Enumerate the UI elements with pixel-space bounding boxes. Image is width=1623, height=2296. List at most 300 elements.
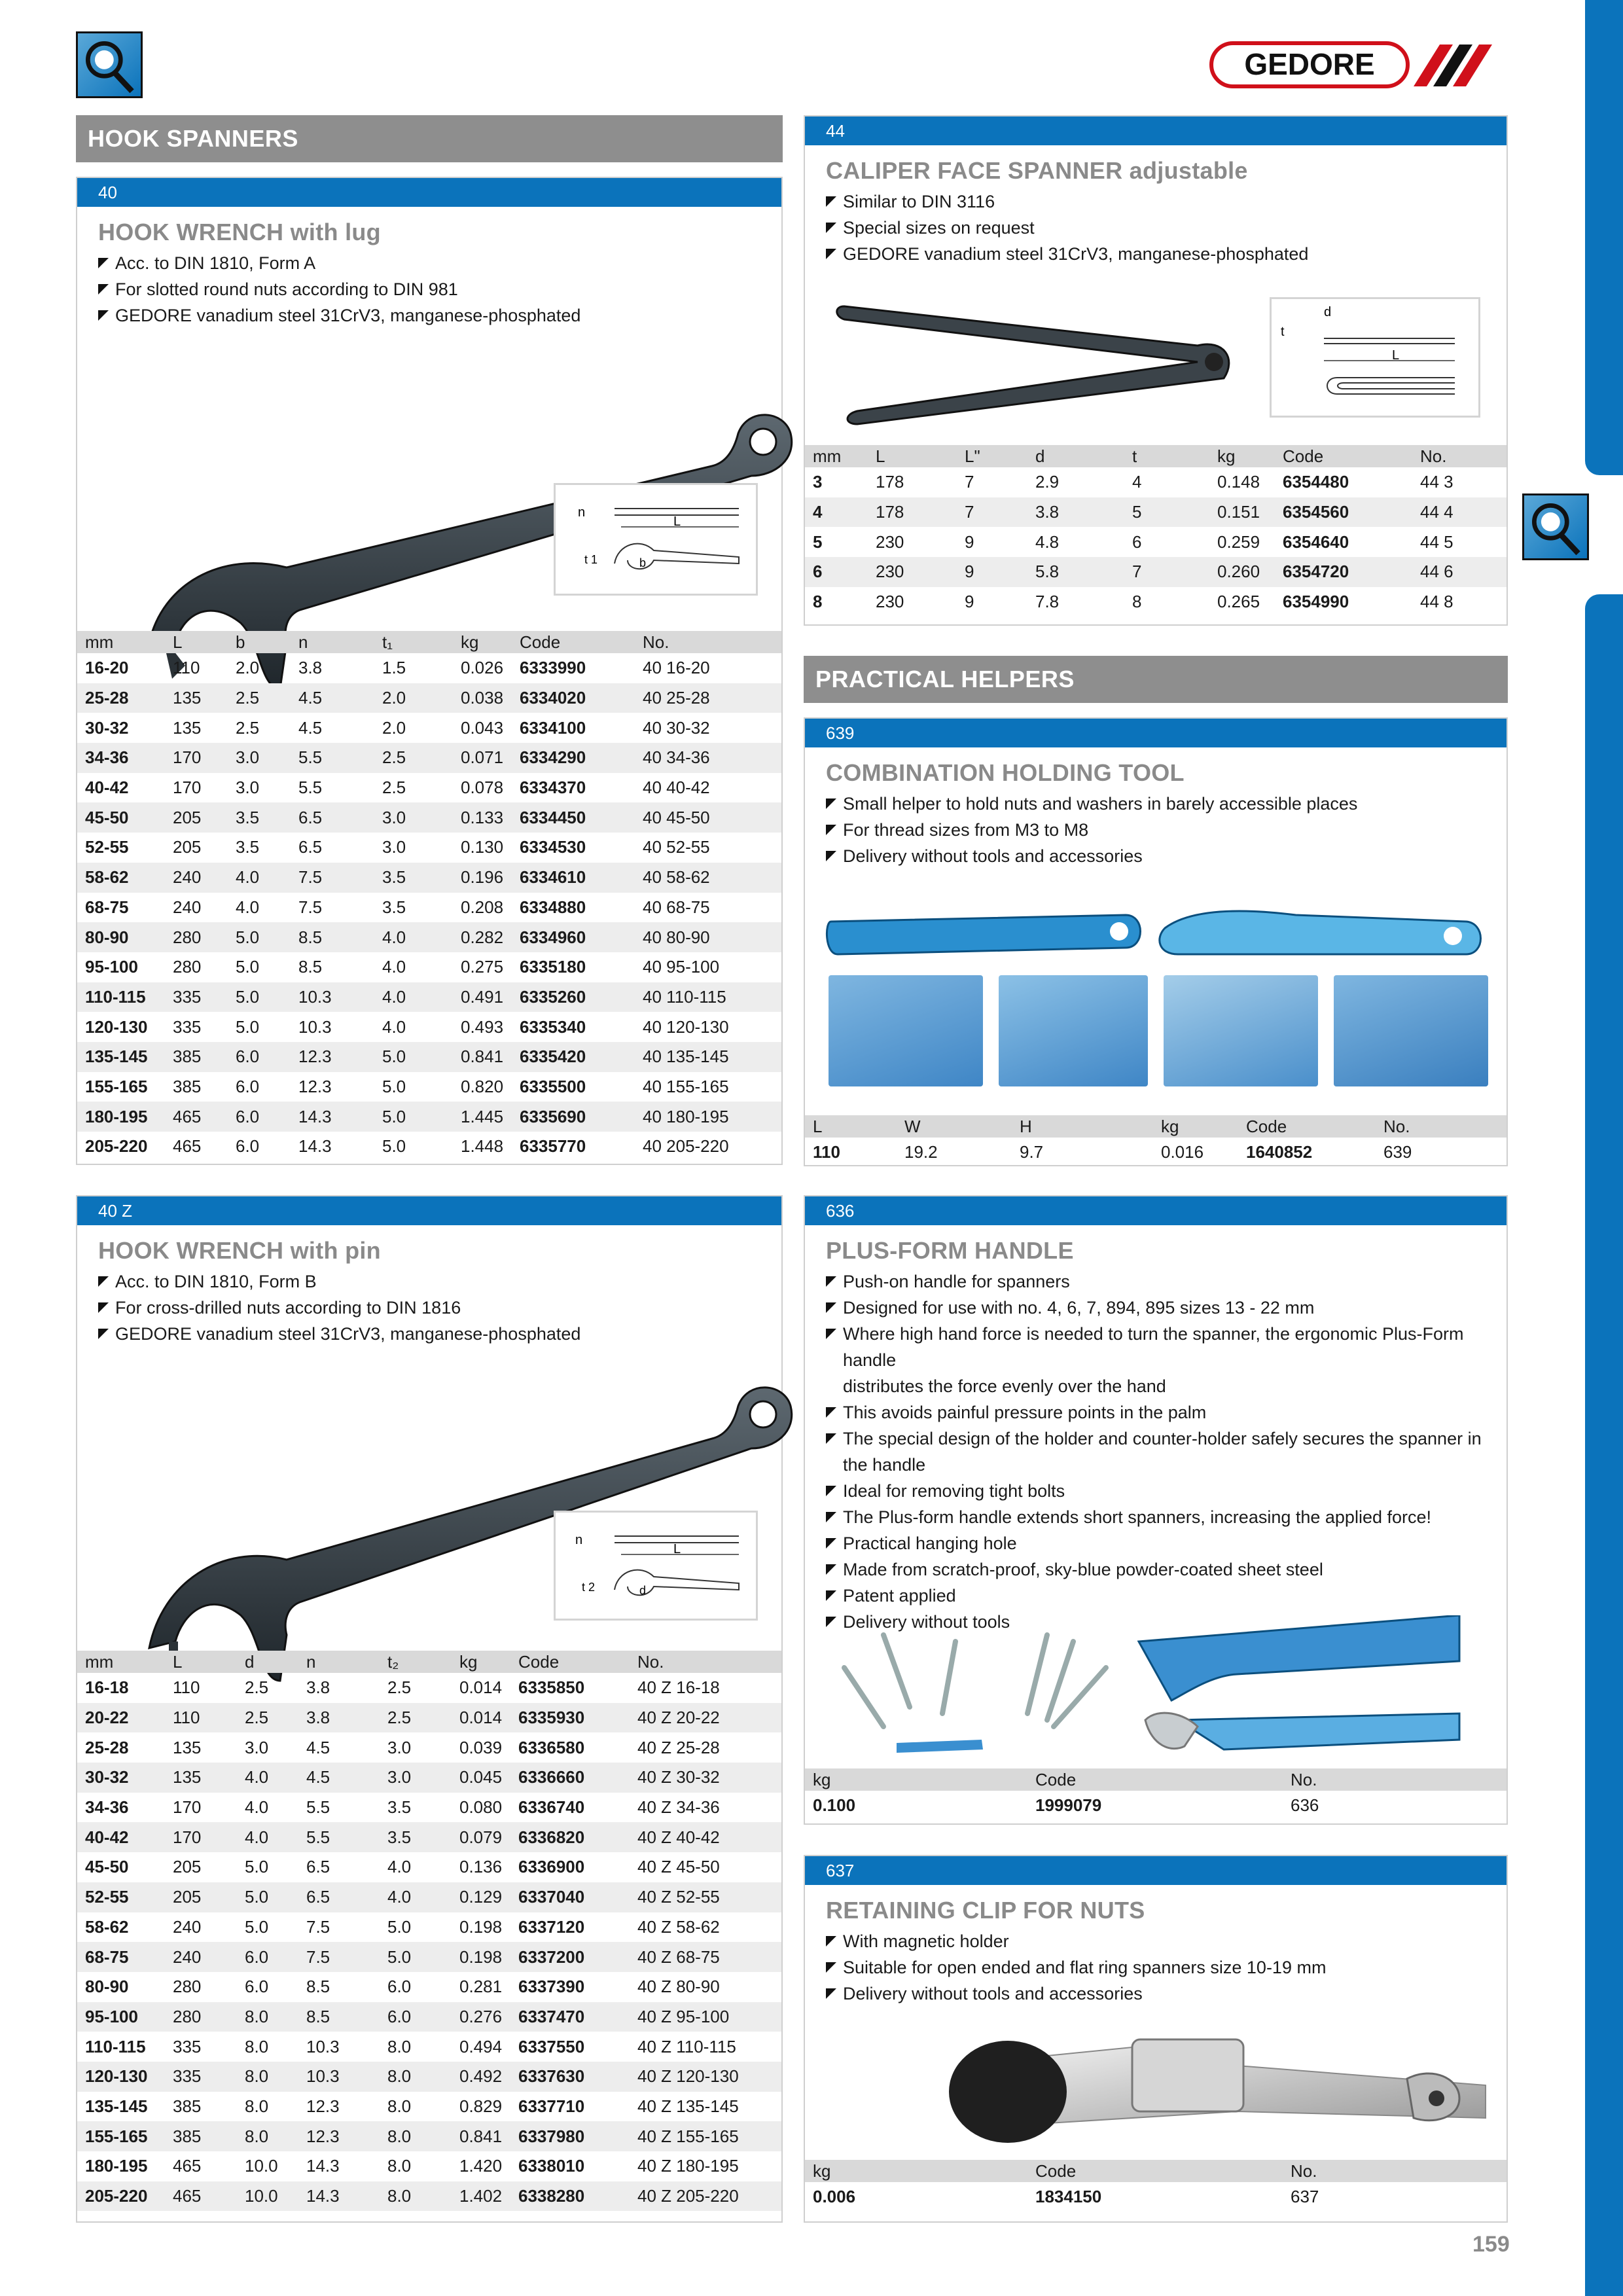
table-cell: 465 bbox=[165, 1102, 228, 1132]
table-cell: 110 bbox=[813, 1142, 840, 1162]
table-cell: 0.045 bbox=[452, 1763, 510, 1793]
table-cell: 40 Z 180-195 bbox=[637, 2156, 739, 2176]
table-row bbox=[77, 922, 781, 952]
table-cell: 205 bbox=[173, 1857, 202, 1877]
table-cell: 6.0 bbox=[380, 2002, 452, 2032]
table-cell: 25-28 bbox=[85, 1737, 129, 1757]
feature-list bbox=[805, 787, 1507, 869]
table-cell: 0.208 bbox=[461, 897, 504, 917]
col-no: No. bbox=[635, 631, 781, 653]
table-cell: 0.130 bbox=[461, 837, 504, 857]
table-cell: 58-62 bbox=[77, 863, 165, 893]
product-number: 44 bbox=[805, 117, 1507, 145]
table-cell: 7.5 bbox=[298, 1942, 380, 1972]
table-cell: 6334960 bbox=[512, 922, 635, 952]
table-cell: 44 5 bbox=[1420, 531, 1454, 552]
table-cell: 16-18 bbox=[85, 1677, 129, 1698]
table-cell: 637 bbox=[1291, 2187, 1319, 2207]
table-cell: 6336580 bbox=[518, 1737, 585, 1757]
table-row bbox=[77, 2121, 781, 2151]
table-cell: 52-55 bbox=[85, 837, 129, 857]
table-cell: 135-145 bbox=[85, 2096, 148, 2116]
table-cell: 9 bbox=[965, 531, 974, 552]
table-cell: 0.100 bbox=[813, 1795, 856, 1816]
feature-list bbox=[805, 1924, 1507, 2007]
table-cell: 9 bbox=[957, 557, 1027, 587]
feature-item: The Plus-form handle extends short spanners, increasing the applied force! bbox=[826, 1504, 1507, 1530]
table-cell: 68-75 bbox=[85, 897, 129, 917]
table-cell: 170 bbox=[173, 1797, 202, 1818]
table-cell: 2.0 bbox=[382, 717, 406, 738]
table-cell: 385 bbox=[165, 2121, 237, 2151]
col-L: L bbox=[805, 1115, 897, 1138]
feature-item: Push-on handle for spanners bbox=[826, 1268, 1507, 1295]
col-weight-kg: kg bbox=[805, 2160, 1027, 2182]
table-cell: 6338010 bbox=[518, 2156, 585, 2176]
col-weight-kg: kg bbox=[453, 631, 512, 653]
table-cell: 40 110-115 bbox=[635, 982, 781, 1013]
feature-item: For slotted round nuts according to DIN 981 bbox=[98, 276, 781, 302]
table-cell: 6335850 bbox=[518, 1677, 585, 1698]
table-row bbox=[77, 743, 781, 773]
table-cell: 0.281 bbox=[459, 1977, 503, 1997]
table-cell: 40 Z 34-36 bbox=[637, 1797, 720, 1818]
table-cell: 0.071 bbox=[453, 743, 512, 773]
retaining-clip-photo bbox=[936, 2013, 1492, 2144]
table-cell: 44 3 bbox=[1420, 472, 1454, 492]
table-cell: 8.0 bbox=[237, 2002, 298, 2032]
dim-label-d: d bbox=[639, 1584, 647, 1597]
table-header bbox=[77, 631, 781, 653]
table-cell: 40 68-75 bbox=[643, 897, 710, 917]
table-cell: 0.043 bbox=[461, 717, 504, 738]
product-title: PLUS-FORM HANDLE bbox=[826, 1237, 1074, 1264]
table-row bbox=[77, 683, 781, 713]
product-title: COMBINATION HOLDING TOOL bbox=[826, 759, 1185, 786]
col-b: b bbox=[228, 631, 291, 653]
table-cell: 6337550 bbox=[518, 2036, 585, 2056]
table-cell: 12.3 bbox=[298, 1076, 332, 1096]
table-cell: 3.0 bbox=[374, 802, 453, 833]
table-row bbox=[77, 2032, 781, 2062]
col-no: No. bbox=[1412, 445, 1507, 467]
feature-item: Acc. to DIN 1810, Form A bbox=[98, 250, 781, 276]
table-cell: 3.0 bbox=[387, 1737, 412, 1757]
table-cell: 19.2 bbox=[904, 1142, 938, 1162]
table-cell: 5.5 bbox=[298, 1822, 380, 1852]
table-cell: 16-20 bbox=[85, 658, 129, 678]
table-cell: 40 Z 16-18 bbox=[637, 1677, 720, 1698]
table-cell: 1.402 bbox=[452, 2181, 510, 2212]
gedore-logo bbox=[1209, 39, 1500, 92]
table-row bbox=[77, 1732, 781, 1763]
col-t2: t₂ bbox=[380, 1651, 452, 1673]
col-weight-kg: kg bbox=[452, 1651, 510, 1673]
table-cell: 335 bbox=[165, 2062, 237, 2092]
table-cell: 5.5 bbox=[291, 743, 374, 773]
feature-item: Ideal for removing tight bolts bbox=[826, 1478, 1507, 1504]
table-cell: 230 bbox=[876, 531, 904, 552]
feature-item: GEDORE vanadium steel 31CrV3, manganese-phosphated bbox=[826, 241, 1507, 267]
product-number: 40 bbox=[77, 178, 781, 207]
table-cell: 6354990 bbox=[1283, 592, 1349, 612]
table-header bbox=[805, 2160, 1507, 2182]
table-cell: 6.0 bbox=[387, 1977, 412, 1997]
col-no: No. bbox=[1283, 1768, 1507, 1791]
table-cell: 5.8 bbox=[1027, 557, 1124, 587]
table-row bbox=[77, 1673, 781, 1703]
table-cell: 8.5 bbox=[291, 922, 374, 952]
col-code: Code bbox=[1275, 445, 1412, 467]
table-row bbox=[77, 773, 781, 803]
table-cell: 0.039 bbox=[459, 1737, 503, 1757]
spec-table-44 bbox=[805, 445, 1507, 617]
table-cell: 2.5 bbox=[387, 1677, 412, 1698]
table-cell: 230 bbox=[876, 592, 904, 612]
table-cell: 6336820 bbox=[510, 1822, 630, 1852]
table-cell: 6335690 bbox=[512, 1102, 635, 1132]
table-cell: 120-130 bbox=[85, 1016, 148, 1037]
table-cell: 6334290 bbox=[512, 743, 635, 773]
table-cell: 240 bbox=[165, 1942, 237, 1972]
table-cell: 0.016 bbox=[1161, 1142, 1204, 1162]
table-cell: 58-62 bbox=[85, 1916, 129, 1937]
table-cell: 8.5 bbox=[306, 1977, 330, 1997]
table-cell: 6337980 bbox=[510, 2121, 630, 2151]
table-cell: 4.8 bbox=[1035, 531, 1060, 552]
col-L: L bbox=[165, 631, 228, 653]
table-cell: 205 bbox=[173, 837, 202, 857]
table-cell: 8.5 bbox=[298, 2002, 380, 2032]
table-cell: 6 bbox=[805, 557, 868, 587]
table-cell: 170 bbox=[165, 1822, 237, 1852]
feature-item: For thread sizes from M3 to M8 bbox=[826, 817, 1507, 843]
table-cell: 6334880 bbox=[520, 897, 586, 917]
table-cell: 40 Z 25-28 bbox=[637, 1737, 720, 1757]
table-cell: 0.133 bbox=[453, 802, 512, 833]
table-row bbox=[77, 2092, 781, 2122]
feature-item: Small helper to hold nuts and washers in barely accessible places bbox=[826, 791, 1507, 817]
table-cell: 10.3 bbox=[291, 982, 374, 1013]
feature-item: This avoids painful pressure points in the palm bbox=[826, 1399, 1507, 1426]
table-cell: 6336660 bbox=[510, 1763, 630, 1793]
table-cell: 8.0 bbox=[387, 2096, 412, 2116]
col-no: No. bbox=[1283, 2160, 1507, 2182]
table-cell: 40 180-195 bbox=[635, 1102, 781, 1132]
table-cell: 6337200 bbox=[510, 1942, 630, 1972]
usage-photo-4 bbox=[1334, 975, 1488, 1086]
table-cell: 6.0 bbox=[228, 1102, 291, 1132]
caliper-face-spanner-photo bbox=[831, 293, 1250, 431]
table-cell: 40 40-42 bbox=[643, 778, 710, 798]
table-cell: 4.5 bbox=[291, 683, 374, 713]
table-cell: 2.5 bbox=[228, 683, 291, 713]
col-weight-kg: kg bbox=[1209, 445, 1275, 467]
table-row bbox=[77, 2062, 781, 2092]
side-tab-bottom bbox=[1585, 594, 1623, 2296]
col-d: d bbox=[237, 1651, 298, 1673]
table-cell: 40 Z 110-115 bbox=[637, 2036, 736, 2056]
table-cell: 5.5 bbox=[306, 1797, 330, 1818]
table-cell: 3.8 bbox=[1027, 497, 1124, 528]
table-cell: 7.5 bbox=[306, 1916, 330, 1937]
table-cell: 3.0 bbox=[382, 837, 406, 857]
table-cell: 0.492 bbox=[452, 2062, 510, 2092]
table-cell: 7.8 bbox=[1035, 592, 1060, 612]
table-cell: 6337040 bbox=[510, 1882, 630, 1912]
feature-item: Delivery without tools bbox=[826, 1609, 1507, 1635]
feature-item: GEDORE vanadium steel 31CrV3, manganese-phosphated bbox=[98, 302, 781, 329]
table-cell: 240 bbox=[165, 863, 228, 893]
table-cell: 0.006 bbox=[813, 2187, 856, 2207]
table-cell: 0.265 bbox=[1217, 592, 1260, 612]
table-cell: 10.3 bbox=[306, 2036, 340, 2056]
table-cell: 205-220 bbox=[77, 2181, 165, 2212]
table-cell: 5.0 bbox=[380, 1942, 452, 1972]
table-cell: 40 Z 20-22 bbox=[630, 1703, 781, 1733]
table-cell: 170 bbox=[165, 743, 228, 773]
table-cell: 14.3 bbox=[298, 1136, 332, 1157]
table-cell: 6.0 bbox=[228, 1042, 291, 1072]
table-cell: 0.026 bbox=[461, 658, 504, 678]
table-cell: 8.5 bbox=[298, 957, 323, 977]
table-cell: 6337120 bbox=[518, 1916, 585, 1937]
table-cell: 8.0 bbox=[380, 2121, 452, 2151]
table-cell: 0.078 bbox=[461, 778, 504, 798]
table-row bbox=[77, 1912, 781, 1943]
table-cell: 40 120-130 bbox=[643, 1016, 729, 1037]
table-cell: 0.148 bbox=[1217, 472, 1260, 492]
table-row bbox=[77, 802, 781, 833]
table-cell: 5.0 bbox=[228, 922, 291, 952]
table-cell: 120-130 bbox=[77, 2062, 165, 2092]
col-size-mm: mm bbox=[77, 631, 165, 653]
table-cell: 0.841 bbox=[452, 2121, 510, 2151]
table-cell: 6335770 bbox=[520, 1136, 586, 1157]
table-cell: 3.0 bbox=[228, 743, 291, 773]
feature-item: Delivery without tools and accessories bbox=[826, 1981, 1507, 2007]
spec-table-637 bbox=[805, 2160, 1507, 2212]
feature-list bbox=[77, 246, 781, 329]
table-cell: 0.260 bbox=[1209, 557, 1275, 587]
col-size-mm: mm bbox=[805, 445, 868, 467]
table-cell: 0.129 bbox=[452, 1882, 510, 1912]
table-cell: 40 Z 120-130 bbox=[630, 2062, 781, 2092]
table-cell: 6.5 bbox=[298, 837, 323, 857]
table-cell: 4.0 bbox=[382, 957, 406, 977]
table-cell: 335 bbox=[173, 1016, 202, 1037]
table-cell: 8.0 bbox=[237, 2121, 298, 2151]
table-row bbox=[805, 2182, 1507, 2212]
table-row bbox=[77, 1972, 781, 2002]
table-cell: 155-165 bbox=[85, 1076, 148, 1096]
table-cell: 25-28 bbox=[77, 683, 165, 713]
table-cell: 40-42 bbox=[77, 1822, 165, 1852]
table-cell: 14.3 bbox=[298, 2181, 380, 2212]
col-code: Code bbox=[512, 631, 635, 653]
table-cell: 5.0 bbox=[245, 1916, 269, 1937]
table-cell: 6333990 bbox=[520, 658, 586, 678]
table-cell: 40 16-20 bbox=[643, 658, 710, 678]
col-d: d bbox=[1027, 445, 1124, 467]
table-cell: 12.3 bbox=[306, 2096, 340, 2116]
table-cell: 12.3 bbox=[291, 1042, 374, 1072]
hook-spanner-side-icon bbox=[1522, 493, 1589, 560]
table-cell: 20-22 bbox=[77, 1703, 165, 1733]
svg-text:GEDORE: GEDORE bbox=[1244, 47, 1375, 81]
table-cell: 4.5 bbox=[298, 717, 323, 738]
table-cell: 6335930 bbox=[510, 1703, 630, 1733]
table-cell: 40 52-55 bbox=[643, 837, 710, 857]
table-cell: 0.038 bbox=[453, 683, 512, 713]
table-cell: 178 bbox=[868, 497, 957, 528]
table-row bbox=[77, 863, 781, 893]
col-W: W bbox=[897, 1115, 1012, 1138]
table-cell: 3.5 bbox=[387, 1797, 412, 1818]
table-cell: 6 bbox=[1132, 531, 1142, 552]
table-cell: 40 Z 205-220 bbox=[630, 2181, 781, 2212]
table-cell: 135 bbox=[165, 683, 228, 713]
spec-table-636 bbox=[805, 1768, 1507, 1821]
feature-item: Acc. to DIN 1810, Form B bbox=[98, 1268, 781, 1295]
feature-item bbox=[826, 1321, 1507, 1399]
col-no: No. bbox=[1376, 1115, 1507, 1138]
table-cell: 2.5 bbox=[382, 778, 406, 798]
dim-label-d: d bbox=[1324, 305, 1332, 319]
table-cell: 3.8 bbox=[298, 658, 323, 678]
table-header bbox=[805, 445, 1507, 467]
table-cell: 178 bbox=[876, 472, 904, 492]
table-row bbox=[77, 1042, 781, 1072]
table-cell: 3 bbox=[813, 472, 823, 492]
table-cell: 0.198 bbox=[459, 1916, 503, 1937]
col-n: n bbox=[291, 631, 374, 653]
table-cell: 40 Z 45-50 bbox=[637, 1857, 720, 1877]
col-L: L bbox=[868, 445, 957, 467]
product-title: RETAINING CLIP FOR NUTS bbox=[826, 1897, 1145, 1924]
table-cell: 1.448 bbox=[461, 1136, 504, 1157]
table-cell: 4.0 bbox=[374, 922, 453, 952]
table-cell: 40 30-32 bbox=[643, 717, 710, 738]
col-no: No. bbox=[630, 1651, 781, 1673]
table-cell: 6.0 bbox=[237, 1942, 298, 1972]
table-cell: 6335260 bbox=[512, 982, 635, 1013]
table-cell: 4.0 bbox=[245, 1797, 269, 1818]
feature-item: Delivery without tools and accessories bbox=[826, 843, 1507, 869]
feature-item: Special sizes on request bbox=[826, 215, 1507, 241]
product-639-panel bbox=[804, 717, 1508, 1166]
table-cell: 40 155-165 bbox=[643, 1076, 729, 1096]
table-cell: 95-100 bbox=[77, 2002, 165, 2032]
table-cell: 0.275 bbox=[461, 957, 504, 977]
table-cell: 6354560 bbox=[1275, 497, 1412, 528]
table-cell: 34-36 bbox=[77, 743, 165, 773]
feature-item: Suitable for open ended and flat ring spanners size 10-19 mm bbox=[826, 1954, 1507, 1981]
table-cell: 14.3 bbox=[306, 2156, 340, 2176]
table-row bbox=[77, 2151, 781, 2181]
combination-holding-tool-photo bbox=[825, 902, 1492, 974]
usage-photo-2 bbox=[999, 975, 1148, 1086]
table-cell: 135 bbox=[173, 717, 202, 738]
table-cell: 2.9 bbox=[1035, 472, 1060, 492]
table-cell: 205-220 bbox=[85, 1136, 148, 1157]
table-cell: 40 Z 30-32 bbox=[630, 1763, 781, 1793]
feature-item: Practical hanging hole bbox=[826, 1530, 1507, 1556]
table-cell: 5.0 bbox=[236, 957, 260, 977]
section-title-practical-helpers: PRACTICAL HELPERS bbox=[804, 656, 1508, 703]
table-cell: 465 bbox=[173, 1136, 202, 1157]
table-cell: 335 bbox=[165, 982, 228, 1013]
table-cell: 6335500 bbox=[520, 1076, 586, 1096]
dim-label-b: b bbox=[639, 556, 647, 569]
table-cell: 110 bbox=[173, 658, 200, 678]
table-cell: 52-55 bbox=[77, 1882, 165, 1912]
feature-item: Made from scratch-proof, sky-blue powder-coated sheet steel bbox=[826, 1556, 1507, 1583]
col-t: t bbox=[1124, 445, 1209, 467]
feature-item: Designed for use with no. 4, 6, 7, 894, 895 sizes 13 - 22 mm bbox=[826, 1295, 1507, 1321]
table-cell: 0.829 bbox=[459, 2096, 503, 2116]
table-row bbox=[805, 1138, 1507, 1168]
table-cell: 135-145 bbox=[77, 1042, 165, 1072]
table-cell: 6338280 bbox=[510, 2181, 630, 2212]
table-cell: 6337470 bbox=[510, 2002, 630, 2032]
dim-label-n: n bbox=[578, 505, 586, 520]
table-cell: 7.5 bbox=[298, 897, 323, 917]
table-cell: 385 bbox=[173, 2096, 202, 2116]
table-cell: 5.0 bbox=[236, 1016, 260, 1037]
table-cell: 8.0 bbox=[380, 2062, 452, 2092]
table-cell: 155-165 bbox=[77, 2121, 165, 2151]
table-cell: 0.491 bbox=[453, 982, 512, 1013]
table-cell: 40 95-100 bbox=[643, 957, 720, 977]
table-cell: 12.3 bbox=[298, 2121, 380, 2151]
table-row bbox=[77, 713, 781, 743]
product-number: 40 Z bbox=[77, 1196, 781, 1225]
table-row bbox=[77, 2181, 781, 2212]
table-cell: 6335180 bbox=[520, 957, 586, 977]
table-cell: 280 bbox=[173, 1977, 202, 1997]
feature-item: With magnetic holder bbox=[826, 1928, 1507, 1954]
table-cell: 2.5 bbox=[237, 1703, 298, 1733]
col-code: Code bbox=[1238, 1115, 1376, 1138]
table-cell: 40 Z 80-90 bbox=[637, 1977, 720, 1997]
table-cell: 4 bbox=[1132, 472, 1142, 492]
table-row bbox=[77, 1072, 781, 1102]
table-cell: 385 bbox=[165, 1042, 228, 1072]
table-cell: 6.5 bbox=[291, 802, 374, 833]
plus-form-handle-photo bbox=[831, 1615, 1486, 1759]
feature-item: For cross-drilled nuts according to DIN 1816 bbox=[98, 1295, 781, 1321]
table-header bbox=[805, 1115, 1507, 1138]
product-636-panel bbox=[804, 1195, 1508, 1825]
col-n: n bbox=[298, 1651, 380, 1673]
col-code: Code bbox=[1027, 1768, 1283, 1791]
table-cell: 4.5 bbox=[306, 1737, 330, 1757]
table-cell: 30-32 bbox=[85, 717, 129, 738]
table-cell: 40 205-220 bbox=[643, 1136, 729, 1157]
table-cell: 40 45-50 bbox=[635, 802, 781, 833]
table-cell: 1.5 bbox=[382, 658, 406, 678]
table-cell: 6.0 bbox=[245, 1977, 269, 1997]
table-row bbox=[805, 587, 1507, 617]
table-cell: 6337390 bbox=[518, 1977, 585, 1997]
table-cell: 1.420 bbox=[459, 2156, 503, 2176]
dim-label-t2: t 2 bbox=[582, 1581, 596, 1594]
table-cell: 40 Z 95-100 bbox=[630, 2002, 781, 2032]
feature-list bbox=[77, 1265, 781, 1347]
table-cell: 34-36 bbox=[85, 1797, 129, 1818]
feature-list bbox=[805, 185, 1507, 267]
